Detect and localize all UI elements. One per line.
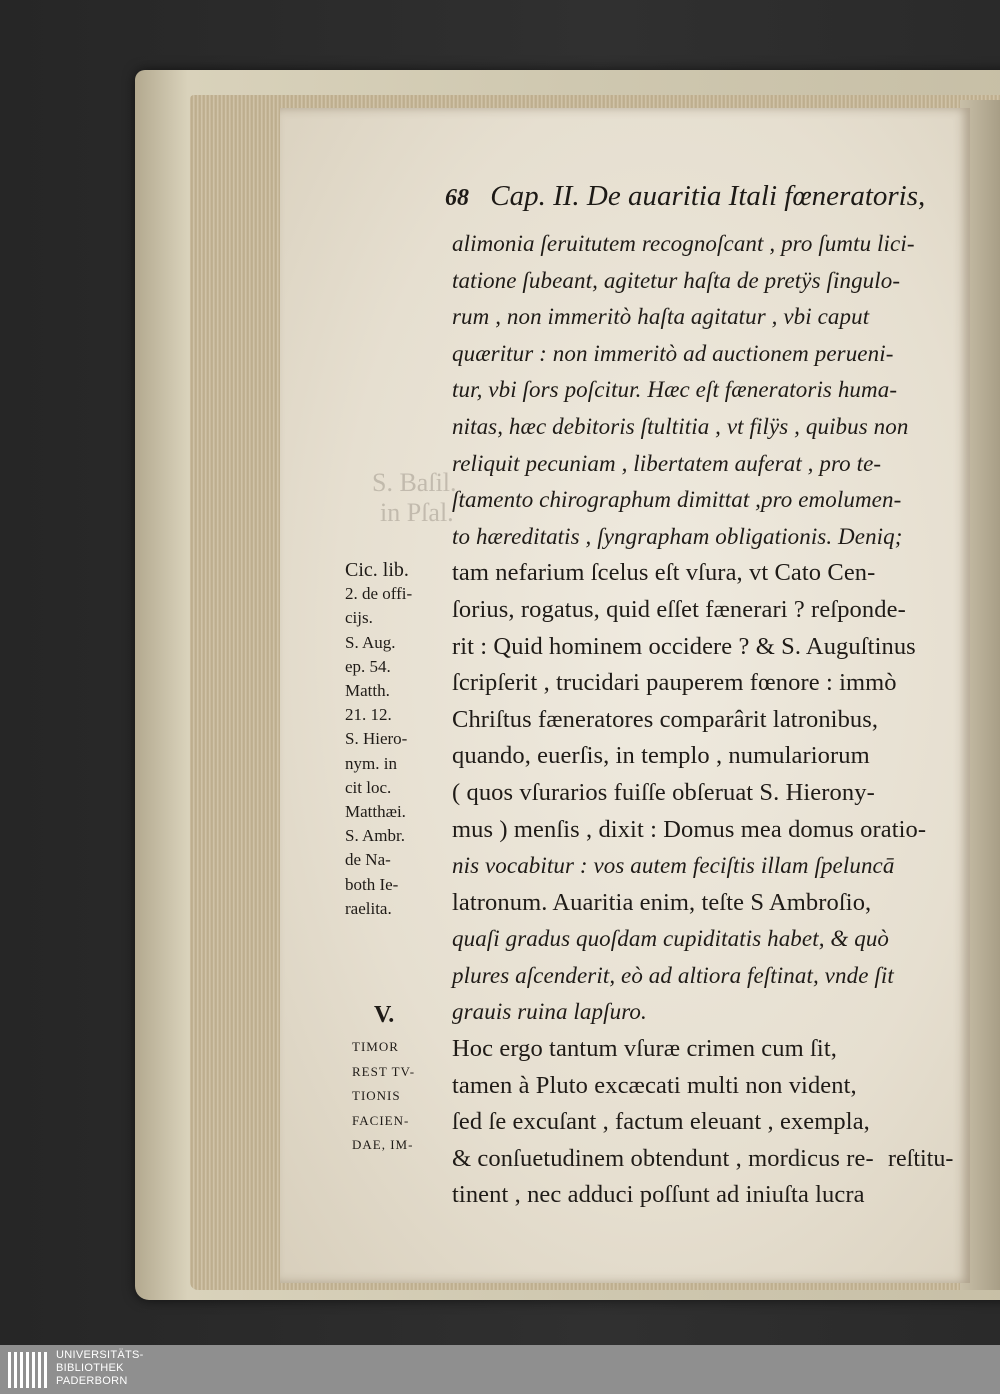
margin-note-line: de Na- (345, 850, 391, 870)
text-line: ſcripſerit , trucidari pauperem fœnore : immò (452, 669, 897, 697)
margin-note-line: Matth. (345, 681, 390, 701)
logo-text-line: PADERBORN (56, 1375, 128, 1387)
section-number: V. (374, 1002, 395, 1028)
library-logo-icon (8, 1352, 50, 1388)
margin-note-line: both Ie- (345, 874, 399, 894)
section-caption-line: REST TV- (352, 1063, 416, 1079)
text-line: tam nefarium ſcelus eſt vſura, vt Cato Cen- (452, 559, 876, 587)
show-through-text: S. Baſil. (372, 468, 457, 497)
text-line: ſorius, rogatus, quid eſſet fænerari ? reſponde- (452, 595, 906, 623)
text-line: nis vocabitur : vos autem feciſtis illam ſpeluncā (452, 853, 895, 879)
section-marker (352, 1002, 442, 1158)
margin-note-line: 2. de offi- (345, 584, 413, 604)
text-line: mus ) menſis , dixit : Domus mea domus oratio- (452, 815, 927, 843)
logo-text-line: UNIVERSITÄTS- (56, 1349, 144, 1361)
text-line: alimonia ſeruitutem recognoſcant , pro ſumtu lici- (452, 231, 915, 256)
text-line: tamen à Pluto excæcati multi non vident, (452, 1071, 857, 1099)
section-caption-line: TIONIS (352, 1088, 401, 1103)
margin-note-line: raelita. (345, 898, 392, 918)
running-head (445, 180, 965, 224)
section-caption-line: DAE, IM- (352, 1137, 414, 1152)
text-line: reliquit pecuniam , libertatem auferat , pro te- (452, 450, 882, 476)
text-line: tatione ſubeant, agitetur haſta de pretÿs ſingulo- (452, 267, 901, 293)
margin-note-line: Cic. lib. (345, 559, 409, 581)
running-head-title: Cap. II. De auaritia Itali fœneratoris, (490, 180, 926, 212)
show-through-text: in Pſal. (380, 498, 454, 527)
text-line: tinent , nec adduci poſſunt ad iniuſta lucra (452, 1181, 865, 1209)
text-line: & conſuetudinem obtendunt , mordicus re- (452, 1144, 874, 1172)
text-line: ſed ſe excuſant , factum eleuant , exempla, (452, 1108, 870, 1136)
text-line: ſtamento chirographum dimittat ,pro emolumen- (452, 487, 902, 513)
main-text-block (452, 226, 962, 1214)
section-caption-line: FACIEN- (352, 1112, 410, 1128)
catchword: reſtitu- (888, 1146, 954, 1172)
margin-note-line: Matthæi. (345, 802, 406, 822)
page-number: 68 (445, 185, 469, 211)
text-line: quando, euerſis, in templo , numulariorum (452, 742, 870, 770)
logo-text-line: BIBLIOTHEK (56, 1362, 124, 1374)
margin-note-line: 21. 12. (345, 705, 392, 725)
text-line: nitas, hæc debitoris ſtultitia , vt filÿs , quibus non (452, 413, 909, 439)
text-line: tur, vbi ſors poſcitur. Hæc eſt fæneratoris huma- (452, 377, 898, 403)
library-footer (0, 1345, 1000, 1394)
text-line: rit : Quid hominem occidere ? & S. Auguſtinus (452, 632, 916, 660)
text-line: grauis ruina lapſuro. (452, 999, 647, 1025)
text-line: Hoc ergo tantum vſuræ crimen cum ſit, (452, 1035, 837, 1063)
margin-note-line: S. Ambr. (345, 826, 405, 846)
margin-note-line: nym. in (345, 753, 397, 773)
margin-notes (345, 558, 445, 921)
margin-note-line: S. Hiero- (345, 729, 408, 749)
text-line: quæritur : non immeritò ad auctionem perueni- (452, 340, 894, 366)
section-caption (352, 1035, 442, 1158)
margin-note-line: S. Aug. (345, 632, 396, 652)
text-line: latronum. Auaritia enim, teſte S Ambroſio, (452, 888, 872, 916)
library-logo-text (56, 1349, 144, 1388)
text-line: to hæreditatis , ſyngrapham obligationis. Deniq; (452, 523, 903, 549)
margin-note-line: cijs. (345, 608, 373, 628)
text-line: rum , non immeritò haſta agitatur , vbi caput (452, 304, 870, 330)
text-line: Chriſtus fæneratores comparârit latronibus, (452, 705, 879, 733)
margin-note-line: cit loc. (345, 777, 392, 797)
text-line: quaſi gradus quoſdam cupiditatis habet, & quò (452, 926, 890, 952)
text-line: ( quos vſurarios fuiſſe obſeruat S. Hierony- (452, 778, 875, 806)
section-caption-line: TIMOR (352, 1039, 399, 1054)
text-line: plures aſcenderit, eò ad altiora feſtinat, vnde ſit (452, 962, 894, 988)
margin-note-line: ep. 54. (345, 656, 391, 676)
